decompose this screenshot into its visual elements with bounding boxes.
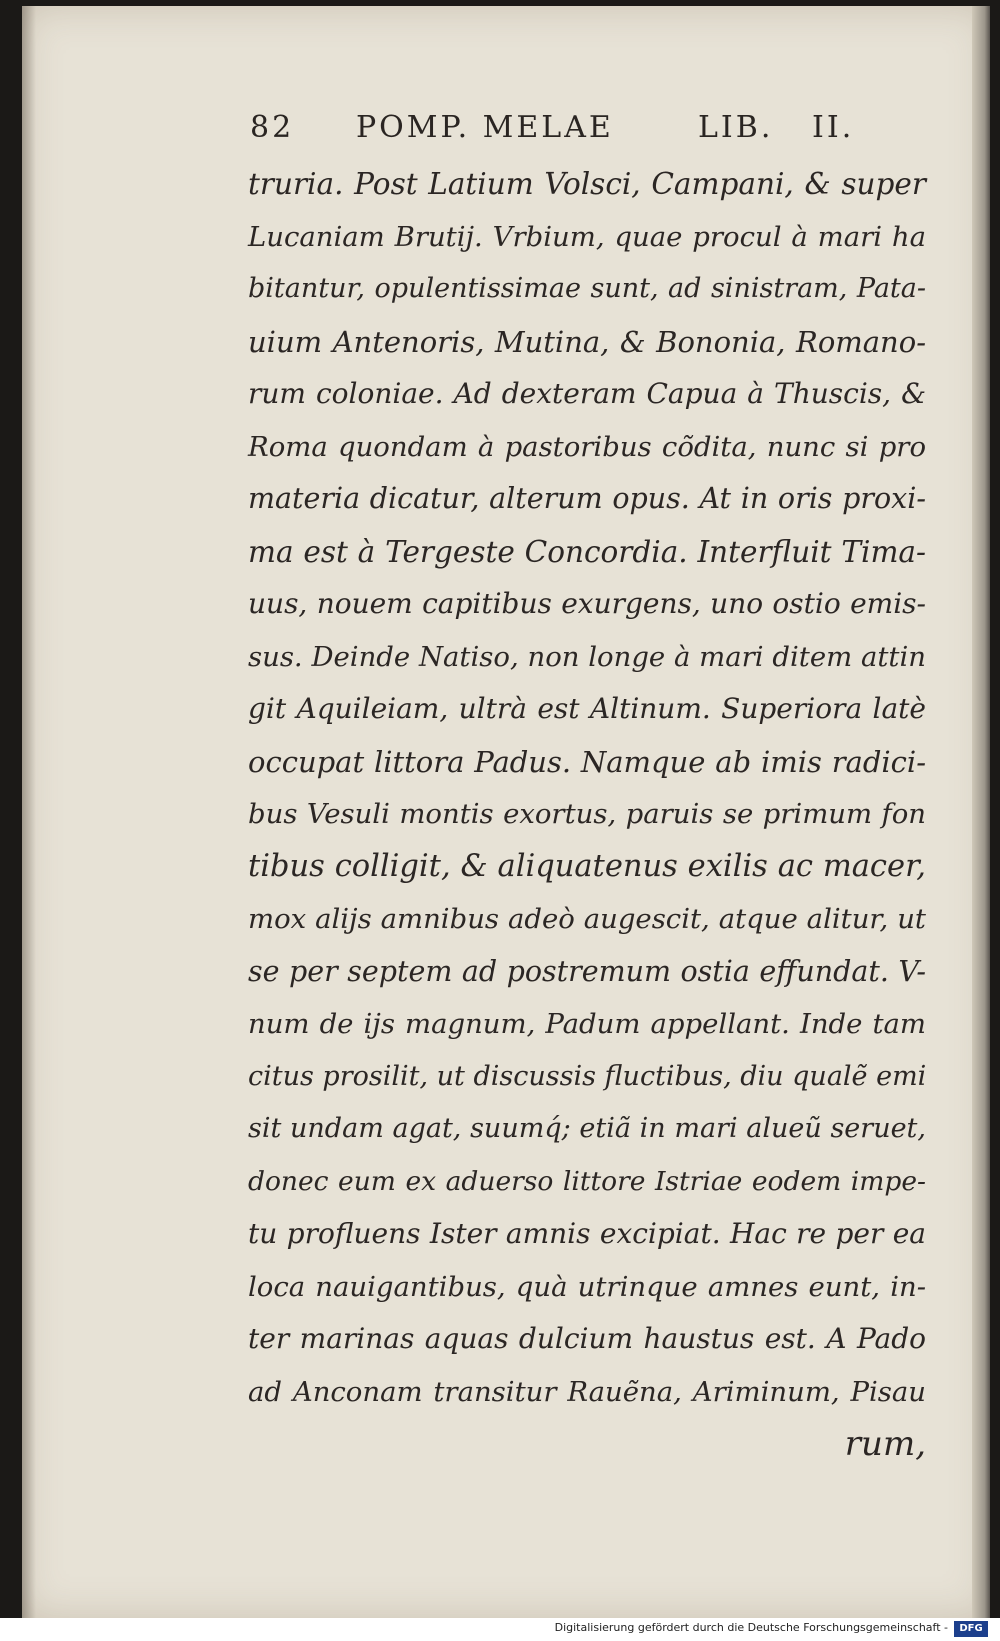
- text-line: donec eum ex aduerso littore Istriae eodem impe-: [248, 1165, 926, 1197]
- text-line: rum coloniae. Ad dexteram Capua à Thuscis, &: [248, 377, 926, 410]
- text-line: num de ijs magnum, Padum appellant. Inde tam: [248, 1008, 926, 1040]
- text-line: materia dicatur, alterum opus. At in oris proxi-: [248, 482, 926, 515]
- dfg-logo: DFG: [954, 1621, 988, 1637]
- text-line: loca nauigantibus, quà utrinque amnes eunt, in-: [248, 1270, 926, 1303]
- text-line: uus, nouem capitibus exurgens, uno ostio emis-: [248, 587, 926, 620]
- text-line: Roma quondam à pastoribus cõdita, nunc si pro: [248, 430, 926, 463]
- text-line: truria. Post Latium Volsci, Campani, & super: [248, 167, 926, 201]
- book-page: [22, 6, 990, 1618]
- text-line: sus. Deinde Natiso, non longe à mari ditem attin: [248, 640, 926, 673]
- text-line: ad Anconam transitur Rauẽna, Ariminum, Pisau: [248, 1375, 926, 1408]
- page-edge: [972, 6, 990, 1618]
- text-line: bitantur, opulentissimae sunt, ad sinistram, Pata-: [248, 273, 926, 304]
- text-line: tibus colligit, & aliquatenus exilis ac macer,: [248, 848, 926, 884]
- text-line: mox alijs amnibus adeò augescit, atque alitur, ut: [248, 903, 926, 935]
- page-number: 82: [250, 110, 295, 145]
- text-line: tu profluens Ister amnis excipiat. Hac re per ea: [248, 1217, 926, 1250]
- book-number: II.: [812, 110, 855, 145]
- text-line: se per septem ad postremum ostia effundat. V-: [248, 954, 926, 988]
- text-line: uium Antenoris, Mutina, & Bononia, Romano-: [248, 324, 926, 359]
- funding-credit: Digitalisierung gefördert durch die Deutsche Forschungsgemeinschaft -: [554, 1621, 948, 1634]
- text-line: bus Vesuli montis exortus, paruis se primum fon: [248, 798, 926, 830]
- digitization-footer: [0, 1618, 1000, 1641]
- body-text: [248, 158, 926, 1471]
- text-line: ma est à Tergeste Concordia. Interfluit Tima-: [248, 534, 926, 569]
- text-line: citus prosilit, ut discussis fluctibus, diu qualẽ emi: [248, 1060, 927, 1092]
- book-label: LIB.: [698, 110, 774, 145]
- text-line: sit undam agat, suumq́; etiã in mari alueũ seruet,: [248, 1113, 926, 1144]
- text-line: occupat littora Padus. Namque ab imis radici-: [248, 744, 926, 779]
- gutter-shadow: [22, 6, 36, 1618]
- catchword: rum,: [844, 1424, 926, 1464]
- text-line: Lucaniam Brutij. Vrbium, quae procul à mari ha: [248, 220, 926, 253]
- running-header: [234, 110, 914, 156]
- text-line: ter marinas aquas dulcium haustus est. A Pado: [248, 1322, 926, 1355]
- text-line: git Aquileiam, ultrà est Altinum. Superiora latè: [248, 692, 926, 725]
- running-title: POMP. MELAE: [356, 110, 614, 145]
